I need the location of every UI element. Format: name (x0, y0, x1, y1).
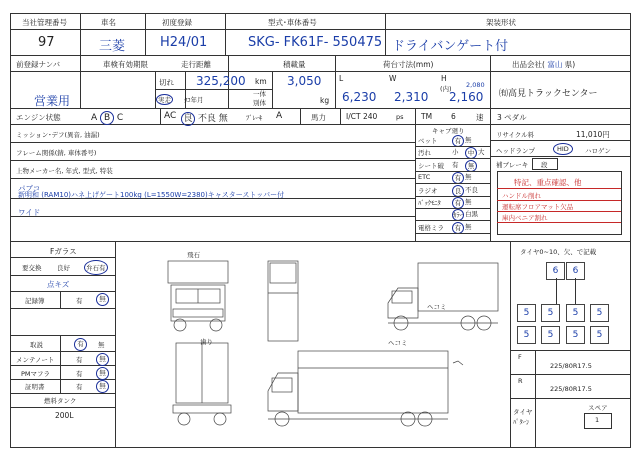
cab-check-option: 小 (452, 148, 459, 157)
frame-bottom (10, 447, 630, 448)
divider (415, 108, 416, 124)
frame-left (10, 13, 11, 448)
f-size: 225/80R17.5 (550, 362, 592, 370)
cab-check-option: 無 (465, 160, 477, 172)
cab-check-label: シート破 (418, 161, 444, 170)
capacity-value: 3,050 (287, 74, 322, 88)
diagram-mark-label: ヘコミ (388, 339, 408, 347)
divider (60, 335, 61, 393)
tm-value: 6 (451, 112, 456, 121)
tire-title: タイヤ0~10、欠、で記載 (520, 248, 597, 256)
cab-check-option: 白黒 (465, 210, 478, 219)
divider (10, 216, 415, 217)
tire-pattern-label: タイヤ (513, 408, 533, 416)
divider (490, 124, 491, 241)
cert-label: 証明書 (25, 383, 45, 391)
r-label: R (518, 377, 523, 385)
divider (10, 257, 115, 258)
fglass-opt-good: 良好 (57, 264, 70, 272)
seller-label: 出品会社( 富山 県) (512, 60, 576, 69)
divider (510, 374, 630, 375)
divider (10, 393, 115, 394)
model-chassis-value: SKG- FK61F- 550475 (248, 35, 383, 50)
cap-type-1: 一体 (253, 90, 266, 98)
equip-label: 上物メーカー名, 年式, 型式, 特装 (16, 167, 113, 175)
aux-brake-label: 補ブレーキ (496, 161, 529, 169)
frame-label: フレーム関係(錆, 車体番号) (16, 149, 97, 157)
fglass-opt-chip: 弁石有 (84, 260, 108, 275)
divider (115, 241, 116, 447)
fglass-opt-replace: 要交換 (22, 264, 42, 272)
diagram-rear-label: 歯り (200, 338, 213, 346)
divider (145, 13, 146, 55)
record-yes: 有 (76, 297, 83, 305)
seller-name: ㈲高見トラックセンター (499, 89, 598, 99)
divider (10, 308, 115, 309)
r-size: 225/80R17.5 (550, 385, 592, 393)
frame-top (10, 13, 630, 14)
model-chassis-label: 型式･車体番号 (268, 18, 317, 27)
ac-values: 良 不良 無 (181, 111, 228, 126)
divider (497, 200, 621, 201)
dims-label: 荷台寸法(mm) (383, 60, 434, 69)
frame-right (630, 13, 631, 448)
cab-check-label: ETC (418, 173, 431, 182)
dim-h-inner: (内) (440, 85, 452, 93)
diagram-mark-label-right: ヘコミ (427, 303, 447, 311)
cab-check-option: 有 (452, 222, 464, 234)
cab-check-option: 良 (452, 185, 464, 197)
tire-front-right: 6 (566, 262, 585, 280)
mileage-value: 325,200 (196, 74, 246, 88)
car-name-label: 車名 (101, 18, 116, 27)
meter-real: 実走 (158, 96, 171, 104)
dim-h-value: 2,160 (449, 90, 484, 104)
frame-line (10, 71, 630, 72)
capacity-unit: kg (320, 96, 330, 105)
recycle-value: 11,010円 (576, 130, 610, 139)
dim-h-label: H (441, 74, 447, 83)
divider (10, 142, 415, 143)
divider (510, 350, 630, 351)
notes-title: 特記、重点確認、他 (514, 178, 582, 187)
dim-w-value: 2,310 (394, 90, 429, 104)
divider (300, 108, 301, 124)
capacity-label: 積載量 (283, 60, 306, 69)
cab-check-option: 大 (478, 148, 485, 157)
divider (272, 71, 273, 108)
cab-check-option: 有 (452, 172, 464, 184)
cab-check-label: ラジオ (418, 186, 438, 195)
divider (575, 278, 576, 304)
pm-no: 無 (96, 367, 109, 380)
divider (490, 55, 491, 108)
divider (80, 13, 81, 55)
pedal-value: 3 ペダル (497, 113, 527, 122)
recycle-label: リサイクル料 (496, 131, 535, 139)
mileage-kind: 切れ (159, 78, 174, 87)
fuel-label: 燃料タンク (44, 397, 77, 405)
first-reg-value: H24/01 (160, 35, 208, 50)
cab-check-option: 有 (452, 197, 464, 209)
equip-line-2: 新明和 (RAM10)ハネ上げゲート100kg (L=1550W=2380)キャスターストッパー付 (18, 191, 285, 199)
dim-w-label: W (389, 74, 397, 83)
tire-rear2-1: 5 (517, 326, 536, 344)
first-reg-label: 初度登録 (162, 18, 192, 27)
mgmt-no-value: 97 (38, 35, 55, 50)
divider (80, 55, 81, 108)
note-2: 運転席フロアマット欠品 (502, 203, 574, 211)
maint-label: メンテノート (16, 356, 55, 364)
headlamp-halogen: ハロゲン (585, 147, 611, 155)
note-1: ハンドル削れ (502, 192, 541, 200)
divider (556, 278, 557, 304)
cab-check-label: ベット (418, 137, 438, 145)
divider (510, 398, 630, 399)
engine-grades: A B C (91, 113, 124, 123)
divider (10, 291, 115, 292)
prev-plate-label: 前登録ナンバ (16, 60, 61, 69)
divider (340, 108, 341, 124)
frame-line (10, 241, 630, 242)
ac-label: AC (164, 111, 177, 121)
divider (490, 140, 630, 141)
cert-yes: 有 (76, 383, 83, 391)
inspection-label: 車検有効期限 (103, 60, 148, 69)
divider (490, 156, 630, 157)
dim-l-label: L (339, 74, 344, 83)
hp-unit: ps (396, 113, 404, 121)
cert-no: 無 (96, 380, 109, 393)
tire-rear2-3: 5 (566, 326, 585, 344)
cab-check-label: ﾊﾞｯｸﾓﾆﾀ (418, 199, 441, 207)
frame-line (10, 55, 630, 56)
note-3: 庫内ベニア割れ (502, 214, 548, 222)
diagram-top-label: 飛石 (187, 251, 200, 259)
equip-line-1: パブコ (18, 184, 41, 193)
divider (335, 55, 336, 108)
divider (510, 241, 511, 447)
spare-value: 1 (595, 416, 600, 424)
cab-check-label: 電格ミラ (418, 223, 444, 232)
tire-rear2-2: 5 (541, 326, 560, 344)
cab-check-option: 無 (465, 136, 472, 144)
fglass-note: 点キズ (47, 280, 70, 289)
mileage-unit: km (255, 77, 267, 86)
truck-diagram (118, 243, 503, 446)
body-shape-label: 架装形状 (486, 18, 516, 27)
cab-check-option: 不良 (465, 185, 478, 194)
body-shape-value: ドライバンゲート付 (392, 39, 509, 54)
pm-yes: 有 (76, 370, 83, 378)
tire-rear-2: 5 (541, 304, 560, 322)
manual-label: 取説 (30, 341, 43, 349)
cab-title: キャブ廻り (432, 127, 465, 135)
fuel-value: 200L (55, 411, 74, 420)
divider (160, 108, 161, 124)
use-value: 営業用 (34, 94, 71, 108)
f-label: F (518, 353, 522, 361)
aux-brake-value: 段 (541, 161, 548, 169)
fglass-label: Fガラス (50, 247, 77, 256)
equip-line-3: ワイド (18, 208, 41, 217)
tire-rear-4: 5 (590, 304, 609, 322)
hp-value: I/CT 240 (346, 112, 378, 121)
cab-check-option: 有 (452, 135, 464, 147)
divider (497, 188, 621, 189)
manual-yes: 有 (74, 338, 87, 351)
cab-check-option: ｶﾗｰ (453, 211, 463, 220)
dim-h-top: 2,080 (466, 81, 485, 89)
brake-label: ﾌﾞﾚｰｷ (246, 114, 263, 122)
divider (60, 291, 61, 308)
divider (10, 275, 115, 276)
dim-l-value: 6,230 (342, 90, 377, 104)
frame-line (10, 108, 630, 109)
tire-pattern-label-2: ﾊﾟﾀｰﾝ (513, 418, 530, 426)
cab-check-option: 有 (452, 160, 459, 169)
mgmt-no-label: 当社管理番号 (22, 18, 67, 27)
engine-label: エンジン状態 (16, 113, 61, 122)
cab-check-option: 無 (465, 222, 472, 231)
spare-label: スペア (588, 404, 608, 412)
record-no: 無 (96, 293, 109, 306)
mileage-label: 走行距離 (181, 60, 211, 69)
divider (385, 13, 386, 55)
brake-value: A (276, 111, 283, 121)
maint-yes: 有 (76, 356, 83, 364)
record-label: 記録簿 (25, 297, 45, 305)
cab-check-option: 中 (465, 147, 477, 159)
divider (415, 233, 490, 234)
divider (225, 13, 226, 55)
tire-rear-1: 5 (517, 304, 536, 322)
headlamp-label: ヘッドランプ (496, 147, 535, 155)
tm-label: TM (421, 112, 433, 121)
cab-check-option: 無 (465, 173, 472, 182)
divider (10, 160, 415, 161)
frame-line (10, 29, 630, 30)
tire-front-left: 6 (546, 262, 565, 280)
cab-check-label: 汚れ (418, 149, 431, 158)
hp-label: 馬力 (311, 113, 326, 122)
divider (497, 222, 621, 223)
divider (535, 350, 536, 447)
car-name-value: 三菱 (99, 39, 126, 54)
cab-check-option: 無 (465, 198, 472, 206)
mission-label: ミッション･デフ(異音, 油漏) (16, 131, 100, 139)
tire-rear2-4: 5 (590, 326, 609, 344)
pm-label: PMマフラ (21, 370, 51, 378)
cap-type-2: 別体 (253, 99, 266, 107)
divider (490, 108, 491, 124)
manual-no: 無 (98, 341, 105, 349)
divider (497, 211, 621, 212)
divider (10, 335, 115, 336)
tacho-label: ﾀｺ年月 (184, 96, 204, 104)
tm-unit: 速 (476, 113, 484, 122)
divider (10, 351, 115, 352)
headlamp-hid: HID (553, 143, 573, 155)
tire-rear-3: 5 (566, 304, 585, 322)
divider (10, 407, 115, 408)
divider (10, 178, 415, 179)
maint-no: 無 (96, 353, 109, 366)
